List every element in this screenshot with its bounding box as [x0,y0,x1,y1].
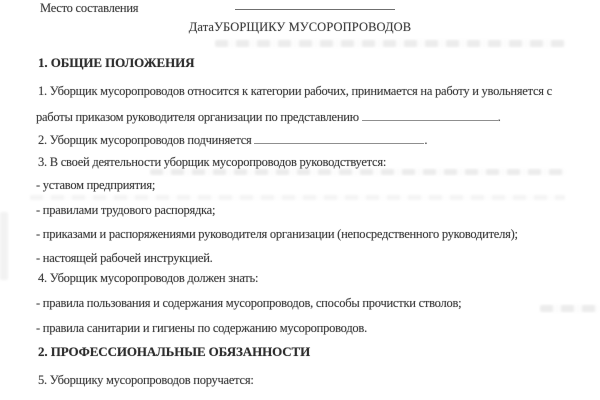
list-item: - уставом предприятия; [36,178,156,192]
paragraph-2-text: 2. Уборщик мусоропроводов подчиняется [38,133,252,147]
paragraph-1-line-1: 1. Уборщик мусоропроводов относится к категории рабочих, принимается на работу и увольняется с [38,84,552,98]
scan-artifact [0,212,8,280]
fill-in-blank-line [362,109,498,121]
fill-in-blank-line [254,132,424,144]
paragraph-5: 5. Уборщику мусоропроводов поручается: [38,373,254,387]
paragraph-2 [38,132,427,148]
document-title: ДатаУБОРЩИКУ МУСОРОПРОВОДОВ [188,20,412,34]
list-item: - приказами и распоряжениями руководителя организации (непосредственного руководителя); [36,227,518,241]
paragraph-4: 4. Уборщик мусоропроводов должен знать: [38,271,259,285]
list-item: - правила санитарии и гигиены по содержанию мусоропроводов. [36,321,367,335]
list-item: - настоящей рабочей инструкцией. [36,251,213,265]
header-blank-line [235,0,395,10]
paragraph-3: 3. В своей деятельности уборщик мусоропроводов руководствуется: [38,155,387,169]
place-of-drafting-label: Место составления [40,1,139,15]
list-item: - правилами трудового распорядка; [36,203,216,217]
paragraph-1-period: . [497,110,501,124]
paragraph-1-line-2-text: работы приказом руководителя организации по представлению [36,110,359,124]
paragraph-2-period: . [424,133,428,147]
scan-artifact [30,195,565,200]
scan-artifact [540,305,598,312]
paragraph-1-line-2 [36,109,501,125]
section-1-heading: 1. ОБЩИЕ ПОЛОЖЕНИЯ [38,55,195,70]
scan-artifact [215,40,565,47]
section-2-heading: 2. ПРОФЕССИОНАЛЬНЫЕ ОБЯЗАННОСТИ [38,344,311,359]
list-item: - правила пользования и содержания мусоропроводов, способы прочистки стволов; [36,296,462,310]
